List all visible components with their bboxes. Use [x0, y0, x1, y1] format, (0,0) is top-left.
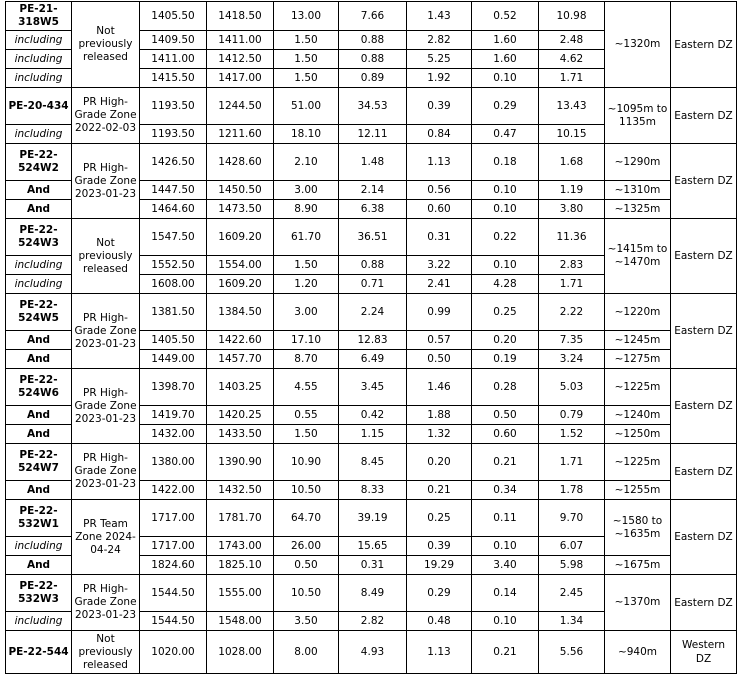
- cu-cell: 0.56: [407, 181, 472, 200]
- au-cell: 0.19: [472, 350, 539, 369]
- to-cell: 1473.50: [207, 200, 274, 219]
- au-cell: 0.20: [472, 331, 539, 350]
- cueq-cell: 9.70: [539, 500, 605, 537]
- release-status-cell: PR High-Grade Zone 2023-01-23: [72, 369, 140, 444]
- cu-cell: 0.29: [407, 575, 472, 612]
- from-cell: 1422.00: [140, 481, 207, 500]
- true-width-cell: 12.11: [339, 125, 407, 144]
- depth-cell: ~940m: [605, 631, 671, 674]
- to-cell: 1555.00: [207, 575, 274, 612]
- depth-cell: ~1225m: [605, 369, 671, 406]
- from-cell: 1544.50: [140, 612, 207, 631]
- au-cell: 0.11: [472, 500, 539, 537]
- table-row: [6, 219, 737, 256]
- depth-cell: ~1580 to ~1635m: [605, 500, 671, 556]
- width-cell: 64.70: [274, 500, 339, 537]
- to-cell: 1412.50: [207, 50, 274, 69]
- cu-cell: 1.92: [407, 69, 472, 88]
- cueq-cell: 1.68: [539, 144, 605, 181]
- true-width-cell: 4.93: [339, 631, 407, 674]
- from-cell: 1552.50: [140, 256, 207, 275]
- width-cell: 1.50: [274, 69, 339, 88]
- interval-label-cell: And: [6, 181, 72, 200]
- cueq-cell: 1.71: [539, 275, 605, 294]
- to-cell: 1411.00: [207, 31, 274, 50]
- cu-cell: 1.13: [407, 631, 472, 674]
- cueq-cell: 1.52: [539, 425, 605, 444]
- cu-cell: 0.84: [407, 125, 472, 144]
- cueq-cell: 10.98: [539, 2, 605, 31]
- cu-cell: 0.57: [407, 331, 472, 350]
- width-cell: 26.00: [274, 537, 339, 556]
- to-cell: 1418.50: [207, 2, 274, 31]
- from-cell: 1824.60: [140, 556, 207, 575]
- zone-cell: Eastern DZ: [671, 144, 737, 219]
- to-cell: 1609.20: [207, 219, 274, 256]
- interval-label-cell: including: [6, 275, 72, 294]
- true-width-cell: 2.14: [339, 181, 407, 200]
- from-cell: 1432.00: [140, 425, 207, 444]
- interval-label-cell: And: [6, 350, 72, 369]
- zone-cell: Eastern DZ: [671, 294, 737, 369]
- cueq-cell: 5.98: [539, 556, 605, 575]
- cu-cell: 0.60: [407, 200, 472, 219]
- width-cell: 3.50: [274, 612, 339, 631]
- true-width-cell: 0.31: [339, 556, 407, 575]
- to-cell: 1417.00: [207, 69, 274, 88]
- from-cell: 1405.50: [140, 2, 207, 31]
- from-cell: 1405.50: [140, 331, 207, 350]
- width-cell: 10.50: [274, 575, 339, 612]
- to-cell: 1781.70: [207, 500, 274, 537]
- release-status-cell: PR High-Grade Zone 2023-01-23: [72, 444, 140, 500]
- au-cell: 4.28: [472, 275, 539, 294]
- width-cell: 0.50: [274, 556, 339, 575]
- to-cell: 1450.50: [207, 181, 274, 200]
- interval-label-cell: And: [6, 556, 72, 575]
- cu-cell: 0.50: [407, 350, 472, 369]
- from-cell: 1544.50: [140, 575, 207, 612]
- to-cell: 1028.00: [207, 631, 274, 674]
- hole-id-cell: PE-22-524W3: [6, 219, 72, 256]
- drill-results-table: [5, 1, 737, 674]
- zone-cell: Eastern DZ: [671, 500, 737, 575]
- cueq-cell: 2.22: [539, 294, 605, 331]
- au-cell: 0.18: [472, 144, 539, 181]
- interval-label-cell: And: [6, 406, 72, 425]
- true-width-cell: 0.88: [339, 256, 407, 275]
- cueq-cell: 1.71: [539, 444, 605, 481]
- depth-cell: ~1250m: [605, 425, 671, 444]
- cu-cell: 1.43: [407, 2, 472, 31]
- au-cell: 1.60: [472, 50, 539, 69]
- true-width-cell: 8.45: [339, 444, 407, 481]
- to-cell: 1825.10: [207, 556, 274, 575]
- hole-id-cell: PE-22-524W2: [6, 144, 72, 181]
- true-width-cell: 1.48: [339, 144, 407, 181]
- cu-cell: 5.25: [407, 50, 472, 69]
- interval-label-cell: And: [6, 200, 72, 219]
- true-width-cell: 34.53: [339, 88, 407, 125]
- interval-label-cell: including: [6, 256, 72, 275]
- width-cell: 3.00: [274, 181, 339, 200]
- cu-cell: 0.48: [407, 612, 472, 631]
- au-cell: 0.21: [472, 631, 539, 674]
- cueq-cell: 0.79: [539, 406, 605, 425]
- from-cell: 1381.50: [140, 294, 207, 331]
- cueq-cell: 2.45: [539, 575, 605, 612]
- width-cell: 10.50: [274, 481, 339, 500]
- from-cell: 1608.00: [140, 275, 207, 294]
- depth-cell: ~1320m: [605, 2, 671, 88]
- zone-cell: Eastern DZ: [671, 219, 737, 294]
- cueq-cell: 5.56: [539, 631, 605, 674]
- zone-cell: Eastern DZ: [671, 444, 737, 500]
- true-width-cell: 2.82: [339, 612, 407, 631]
- depth-cell: ~1275m: [605, 350, 671, 369]
- to-cell: 1433.50: [207, 425, 274, 444]
- cueq-cell: 7.35: [539, 331, 605, 350]
- depth-cell: ~1675m: [605, 556, 671, 575]
- from-cell: 1547.50: [140, 219, 207, 256]
- from-cell: 1717.00: [140, 537, 207, 556]
- depth-cell: ~1415m to ~1470m: [605, 219, 671, 294]
- cu-cell: 1.13: [407, 144, 472, 181]
- interval-label-cell: including: [6, 31, 72, 50]
- cu-cell: 2.41: [407, 275, 472, 294]
- true-width-cell: 1.15: [339, 425, 407, 444]
- table-row: [6, 88, 737, 125]
- true-width-cell: 0.88: [339, 50, 407, 69]
- true-width-cell: 39.19: [339, 500, 407, 537]
- depth-cell: ~1255m: [605, 481, 671, 500]
- cu-cell: 0.99: [407, 294, 472, 331]
- from-cell: 1419.70: [140, 406, 207, 425]
- au-cell: 0.29: [472, 88, 539, 125]
- true-width-cell: 0.71: [339, 275, 407, 294]
- cueq-cell: 1.71: [539, 69, 605, 88]
- au-cell: 0.10: [472, 200, 539, 219]
- from-cell: 1398.70: [140, 369, 207, 406]
- true-width-cell: 12.83: [339, 331, 407, 350]
- zone-cell: Eastern DZ: [671, 575, 737, 631]
- au-cell: 3.40: [472, 556, 539, 575]
- to-cell: 1609.20: [207, 275, 274, 294]
- interval-label-cell: including: [6, 50, 72, 69]
- au-cell: 0.25: [472, 294, 539, 331]
- release-status-cell: Not previously released: [72, 219, 140, 294]
- to-cell: 1457.70: [207, 350, 274, 369]
- from-cell: 1464.60: [140, 200, 207, 219]
- interval-label-cell: including: [6, 612, 72, 631]
- width-cell: 3.00: [274, 294, 339, 331]
- from-cell: 1426.50: [140, 144, 207, 181]
- width-cell: 13.00: [274, 2, 339, 31]
- true-width-cell: 0.42: [339, 406, 407, 425]
- au-cell: 0.28: [472, 369, 539, 406]
- release-status-cell: PR High-Grade Zone 2022-02-03: [72, 88, 140, 144]
- depth-cell: ~1245m: [605, 331, 671, 350]
- cueq-cell: 1.34: [539, 612, 605, 631]
- depth-cell: ~1370m: [605, 575, 671, 631]
- release-status-cell: Not previously released: [72, 2, 140, 88]
- zone-cell: Eastern DZ: [671, 369, 737, 444]
- release-status-cell: Not previously released: [72, 631, 140, 674]
- from-cell: 1447.50: [140, 181, 207, 200]
- cu-cell: 0.39: [407, 88, 472, 125]
- width-cell: 18.10: [274, 125, 339, 144]
- table-row: [6, 444, 737, 481]
- cu-cell: 1.32: [407, 425, 472, 444]
- cueq-cell: 2.83: [539, 256, 605, 275]
- au-cell: 0.10: [472, 256, 539, 275]
- table-row: [6, 500, 737, 537]
- to-cell: 1211.60: [207, 125, 274, 144]
- depth-cell: ~1220m: [605, 294, 671, 331]
- from-cell: 1717.00: [140, 500, 207, 537]
- au-cell: 0.50: [472, 406, 539, 425]
- hole-id-cell: PE-22-524W6: [6, 369, 72, 406]
- to-cell: 1743.00: [207, 537, 274, 556]
- to-cell: 1420.25: [207, 406, 274, 425]
- au-cell: 0.22: [472, 219, 539, 256]
- from-cell: 1409.50: [140, 31, 207, 50]
- depth-cell: ~1225m: [605, 444, 671, 481]
- to-cell: 1428.60: [207, 144, 274, 181]
- release-status-cell: PR High-Grade Zone 2023-01-23: [72, 575, 140, 631]
- au-cell: 0.52: [472, 2, 539, 31]
- cu-cell: 2.82: [407, 31, 472, 50]
- release-status-cell: PR High-Grade Zone 2023-01-23: [72, 144, 140, 219]
- from-cell: 1380.00: [140, 444, 207, 481]
- from-cell: 1193.50: [140, 125, 207, 144]
- true-width-cell: 8.33: [339, 481, 407, 500]
- cu-cell: 0.21: [407, 481, 472, 500]
- cueq-cell: 2.48: [539, 31, 605, 50]
- true-width-cell: 3.45: [339, 369, 407, 406]
- true-width-cell: 6.38: [339, 200, 407, 219]
- hole-id-cell: PE-21-318W5: [6, 2, 72, 31]
- cueq-cell: 10.15: [539, 125, 605, 144]
- width-cell: 1.50: [274, 256, 339, 275]
- au-cell: 0.34: [472, 481, 539, 500]
- cueq-cell: 5.03: [539, 369, 605, 406]
- to-cell: 1403.25: [207, 369, 274, 406]
- width-cell: 17.10: [274, 331, 339, 350]
- from-cell: 1411.00: [140, 50, 207, 69]
- width-cell: 2.10: [274, 144, 339, 181]
- cueq-cell: 11.36: [539, 219, 605, 256]
- hole-id-cell: PE-22-532W1: [6, 500, 72, 537]
- to-cell: 1244.50: [207, 88, 274, 125]
- cueq-cell: 3.80: [539, 200, 605, 219]
- width-cell: 1.50: [274, 425, 339, 444]
- hole-id-cell: PE-20-434: [6, 88, 72, 125]
- zone-cell: Eastern DZ: [671, 2, 737, 88]
- cueq-cell: 13.43: [539, 88, 605, 125]
- au-cell: 0.21: [472, 444, 539, 481]
- from-cell: 1415.50: [140, 69, 207, 88]
- to-cell: 1384.50: [207, 294, 274, 331]
- table-row: [6, 294, 737, 331]
- from-cell: 1449.00: [140, 350, 207, 369]
- from-cell: 1193.50: [140, 88, 207, 125]
- au-cell: 0.14: [472, 575, 539, 612]
- width-cell: 8.00: [274, 631, 339, 674]
- true-width-cell: 2.24: [339, 294, 407, 331]
- from-cell: 1020.00: [140, 631, 207, 674]
- cu-cell: 19.29: [407, 556, 472, 575]
- au-cell: 0.10: [472, 181, 539, 200]
- true-width-cell: 0.89: [339, 69, 407, 88]
- hole-id-cell: PE-22-524W7: [6, 444, 72, 481]
- cu-cell: 0.20: [407, 444, 472, 481]
- width-cell: 61.70: [274, 219, 339, 256]
- cu-cell: 0.25: [407, 500, 472, 537]
- cu-cell: 0.31: [407, 219, 472, 256]
- interval-label-cell: including: [6, 125, 72, 144]
- zone-cell: Eastern DZ: [671, 88, 737, 144]
- width-cell: 4.55: [274, 369, 339, 406]
- au-cell: 0.10: [472, 612, 539, 631]
- depth-cell: ~1240m: [605, 406, 671, 425]
- release-status-cell: PR Team Zone 2024-04-24: [72, 500, 140, 575]
- hole-id-cell: PE-22-532W3: [6, 575, 72, 612]
- to-cell: 1548.00: [207, 612, 274, 631]
- cueq-cell: 6.07: [539, 537, 605, 556]
- hole-id-cell: PE-22-544: [6, 631, 72, 674]
- interval-label-cell: And: [6, 481, 72, 500]
- to-cell: 1422.60: [207, 331, 274, 350]
- true-width-cell: 0.88: [339, 31, 407, 50]
- cueq-cell: 1.78: [539, 481, 605, 500]
- depth-cell: ~1095m to 1135m: [605, 88, 671, 144]
- cueq-cell: 4.62: [539, 50, 605, 69]
- depth-cell: ~1310m: [605, 181, 671, 200]
- table-row: [6, 369, 737, 406]
- width-cell: 1.50: [274, 31, 339, 50]
- to-cell: 1554.00: [207, 256, 274, 275]
- width-cell: 0.55: [274, 406, 339, 425]
- table-row: [6, 631, 737, 674]
- depth-cell: ~1325m: [605, 200, 671, 219]
- au-cell: 0.10: [472, 537, 539, 556]
- hole-id-cell: PE-22-524W5: [6, 294, 72, 331]
- au-cell: 1.60: [472, 31, 539, 50]
- cu-cell: 1.88: [407, 406, 472, 425]
- interval-label-cell: including: [6, 69, 72, 88]
- true-width-cell: 15.65: [339, 537, 407, 556]
- width-cell: 1.20: [274, 275, 339, 294]
- cu-cell: 1.46: [407, 369, 472, 406]
- true-width-cell: 7.66: [339, 2, 407, 31]
- width-cell: 8.70: [274, 350, 339, 369]
- to-cell: 1432.50: [207, 481, 274, 500]
- width-cell: 8.90: [274, 200, 339, 219]
- cu-cell: 3.22: [407, 256, 472, 275]
- release-status-cell: PR High-Grade Zone 2023-01-23: [72, 294, 140, 369]
- au-cell: 0.60: [472, 425, 539, 444]
- table-row: [6, 2, 737, 31]
- table-row: [6, 144, 737, 181]
- interval-label-cell: And: [6, 425, 72, 444]
- true-width-cell: 6.49: [339, 350, 407, 369]
- true-width-cell: 36.51: [339, 219, 407, 256]
- to-cell: 1390.90: [207, 444, 274, 481]
- width-cell: 10.90: [274, 444, 339, 481]
- cueq-cell: 1.19: [539, 181, 605, 200]
- interval-label-cell: including: [6, 537, 72, 556]
- table-row: [6, 575, 737, 612]
- width-cell: 51.00: [274, 88, 339, 125]
- zone-cell: Western DZ: [671, 631, 737, 674]
- cu-cell: 0.39: [407, 537, 472, 556]
- true-width-cell: 8.49: [339, 575, 407, 612]
- cueq-cell: 3.24: [539, 350, 605, 369]
- width-cell: 1.50: [274, 50, 339, 69]
- depth-cell: ~1290m: [605, 144, 671, 181]
- interval-label-cell: And: [6, 331, 72, 350]
- au-cell: 0.10: [472, 69, 539, 88]
- au-cell: 0.47: [472, 125, 539, 144]
